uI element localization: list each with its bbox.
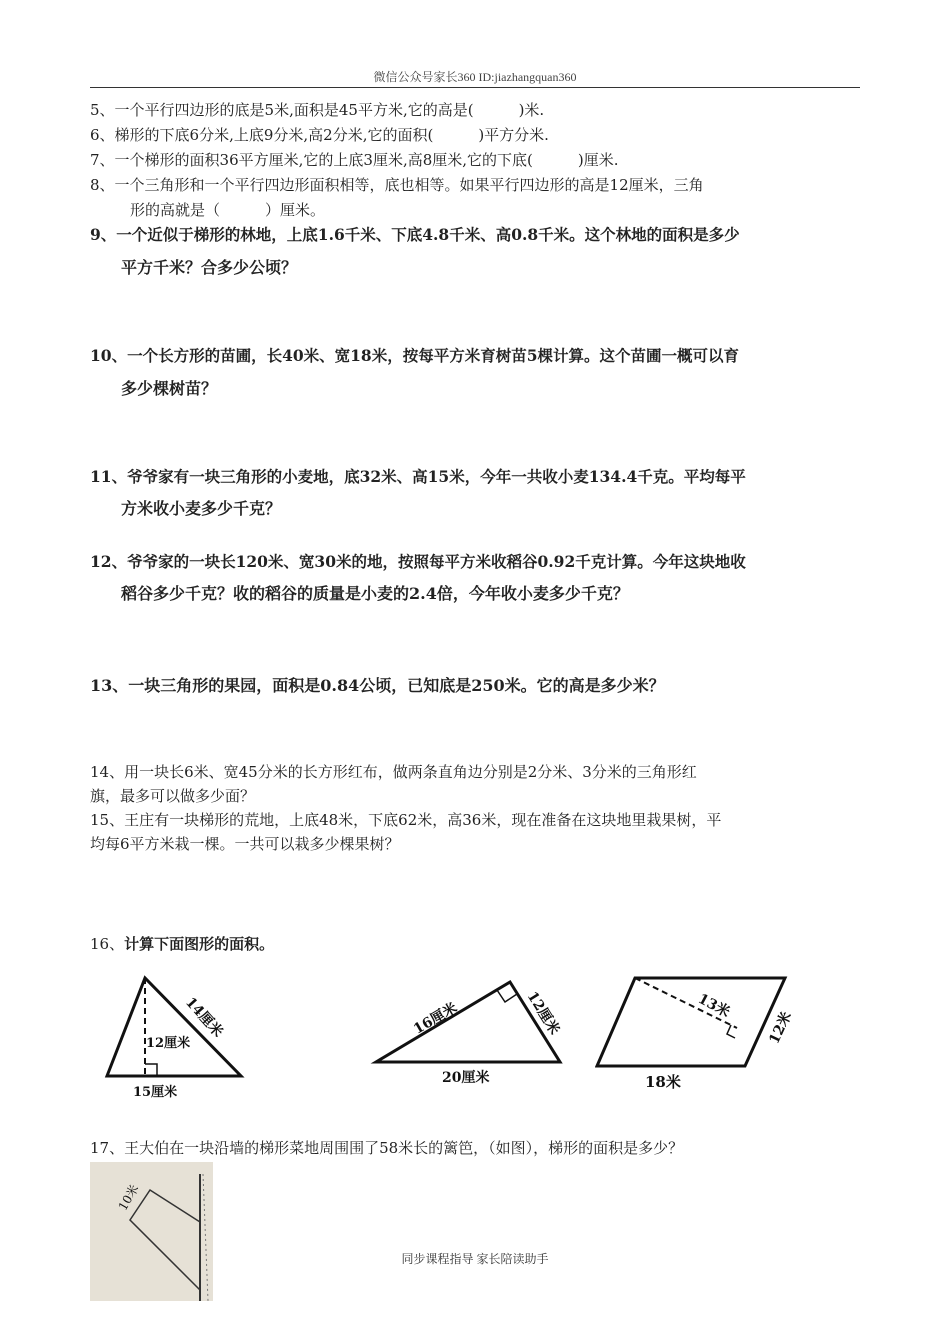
question-16-text: 计算下面图形的面积。: [124, 935, 275, 953]
page-header: 微信公众号家长360 ID:jiazhangquan360: [373, 70, 577, 84]
question-11-line1: 11、爷爷家有一块三角形的小麦地，底32米、高15米，今年一共收小麦134.4千克。平均每平: [90, 467, 746, 486]
right-angle-mark: [497, 990, 517, 1002]
question-9-line2: 平方千米？合多少公顷？: [121, 258, 298, 277]
triangle-2-leg2-label: 12厘米: [523, 988, 563, 1038]
header-divider: [90, 87, 860, 88]
question-10-line1: 10、一个长方形的苗圃，长40米、宽18米，按每平方米育树苗5棵计算。这个苗圃一概可以育: [90, 346, 739, 365]
figure-triangle-2: [370, 978, 575, 1093]
parallelogram-base-label: 18米: [645, 1073, 681, 1091]
parallelogram-outline: [597, 978, 785, 1066]
question-13: 13、一块三角形的果园，面积是0.84公顷，已知底是250米。它的高是多少米？: [90, 676, 665, 695]
page-footer: 同步课程指导 家长陪读助手: [401, 1252, 549, 1266]
question-14-line1: 14、用一块长6米、宽45分米的长方形红布，做两条直角边分别是2分米、3分米的三角形红: [90, 763, 697, 781]
question-7: 7、一个梯形的面积36平方厘米,它的上底3厘米,高8厘米,它的下底( )厘米.: [90, 151, 619, 169]
question-15-line1: 15、王庄有一块梯形的荒地，上底48米，下底62米，高36米，现在准备在这块地里栽果树，平: [90, 811, 722, 829]
triangle-1-base-label: 15厘米: [133, 1085, 178, 1100]
question-15-line2: 均每6平方米栽一棵。一共可以栽多少棵果树？: [90, 835, 400, 853]
triangle-2-leg1-label: 16厘米: [411, 1000, 461, 1038]
question-16: [90, 933, 274, 955]
right-angle-mark: [145, 1064, 157, 1076]
trapezoid-photo: [90, 1162, 213, 1301]
parallelogram-height-label: 13米: [695, 990, 733, 1021]
question-8-line1: 8、一个三角形和一个平行四边形面积相等，底也相等。如果平行四边形的高是12厘米，三角: [90, 176, 704, 194]
question-11-line2: 方米收小麦多少千克？: [121, 499, 282, 518]
question-12-line1: 12、爷爷家的一块长120米、宽30米的地，按照每平方米收稻谷0.92千克计算。今年这块地收: [90, 552, 746, 571]
parallelogram-side-label: 12米: [766, 1009, 795, 1047]
trapezoid-label: 10米: [115, 1182, 142, 1213]
triangle-1-height-label: 12厘米: [146, 1036, 191, 1051]
question-14-line2: 旗，最多可以做多少面？: [90, 787, 256, 805]
question-17: 17、王大伯在一块沿墙的梯形菜地周围围了58米长的篱笆，（如图），梯形的面积是多少？: [90, 1139, 684, 1157]
figure-parallelogram: [595, 970, 795, 1095]
figure-triangle-1: [95, 970, 255, 1105]
question-10-line2: 多少棵树苗？: [121, 379, 218, 398]
question-5: 5、一个平行四边形的底是5米,面积是45平方米,它的高是( )米.: [90, 101, 545, 119]
question-9-line1: 9、一个近似于梯形的林地，上底1.6千米、下底4.8千米、高0.8千米。这个林地的面积是多少: [90, 225, 740, 244]
trapezoid-sketch: [90, 1162, 213, 1301]
question-16-number: 16、: [90, 935, 125, 953]
question-12-line2: 稻谷多少千克？收的稻谷的质量是小麦的2.4倍，今年收小麦多少千克？: [121, 584, 629, 603]
triangle-1-side-label: 14厘米: [182, 994, 226, 1041]
question-8-line2: 形的高就是（ ）厘米。: [130, 201, 326, 219]
triangle-2-base-label: 20厘米: [442, 1070, 490, 1086]
question-6: 6、梯形的下底6分米,上底9分米,高2分米,它的面积( )平方分米.: [90, 126, 549, 144]
